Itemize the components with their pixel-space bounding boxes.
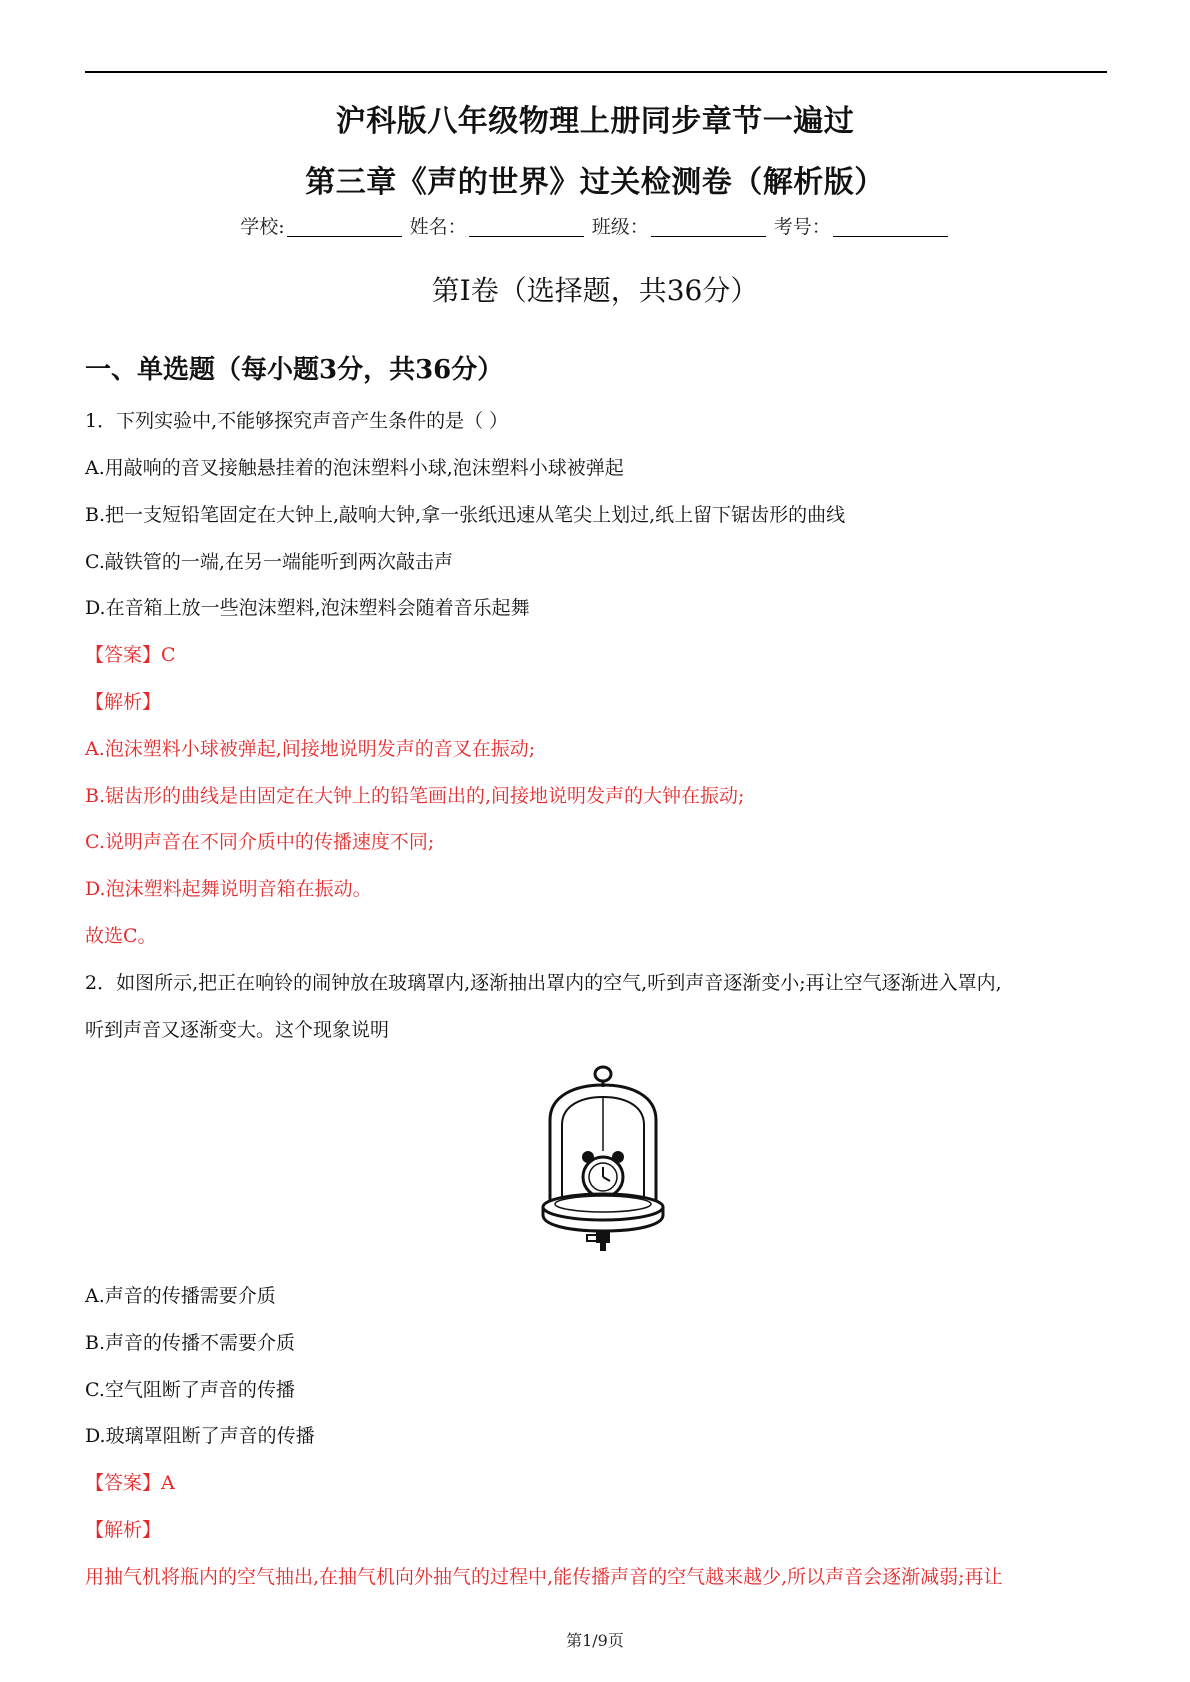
school-blank[interactable] bbox=[287, 216, 402, 237]
q1-analysis-b: B.锯齿形的曲线是由固定在大钟上的铅笔画出的,间接地说明发声的大钟在振动; bbox=[85, 785, 745, 807]
document-subtitle: 第三章《声的世界》过关检测卷（解析版） bbox=[305, 165, 885, 200]
q1-stem: 1．下列实验中,不能够探究声音产生条件的是（ ） bbox=[85, 410, 509, 432]
name-blank[interactable] bbox=[469, 216, 584, 237]
q2-stem-line1: 2．如图所示,把正在响铃的闹钟放在玻璃罩内,逐渐抽出罩内的空气,听到声音逐渐变小;再让空气逐渐进入罩内, bbox=[85, 972, 1002, 994]
q1-option-a: A.用敲响的音叉接触悬挂着的泡沫塑料小球,泡沫塑料小球被弹起 bbox=[85, 457, 624, 479]
q1-option-b: B.把一支短铅笔固定在大钟上,敲响大钟,拿一张纸迅速从笔尖上划过,纸上留下锯齿形的曲线 bbox=[85, 504, 846, 526]
class-label: 班级： bbox=[591, 216, 649, 238]
q2-option-b: B.声音的传播不需要介质 bbox=[85, 1332, 296, 1354]
q2-answer: 【答案】A bbox=[85, 1472, 175, 1494]
q2-option-d: D.玻璃罩阻断了声音的传播 bbox=[85, 1425, 315, 1447]
header-rule bbox=[85, 71, 1107, 73]
exam-number-label: 考号： bbox=[773, 216, 831, 238]
q2-stem-line2: 听到声音又逐渐变大。这个现象说明 bbox=[85, 1019, 390, 1041]
q2-analysis-line1: 用抽气机将瓶内的空气抽出,在抽气机向外抽气的过程中,能传播声音的空气越来越少,所以声音会逐渐减弱;再让 bbox=[85, 1566, 1003, 1588]
section-title: 一、单选题（每小题3分，共36分） bbox=[85, 355, 504, 385]
student-info-fields bbox=[0, 212, 1190, 239]
class-blank[interactable] bbox=[651, 216, 766, 237]
name-label: 姓名： bbox=[409, 216, 467, 238]
exam-number-blank[interactable] bbox=[833, 216, 948, 237]
q2-option-a: A.声音的传播需要介质 bbox=[85, 1285, 276, 1307]
q1-option-c: C.敲铁管的一端,在另一端能听到两次敲击声 bbox=[85, 551, 453, 573]
q1-answer: 【答案】C bbox=[85, 644, 176, 666]
q2-option-c: C.空气阻断了声音的传播 bbox=[85, 1379, 295, 1401]
school-label: 学校: bbox=[240, 216, 285, 238]
q1-analysis-a: A.泡沫塑料小球被弹起,间接地说明发声的音叉在振动; bbox=[85, 738, 536, 760]
q1-analysis-label: 【解析】 bbox=[85, 691, 162, 713]
bell-jar-alarm-clock-icon bbox=[538, 1065, 668, 1255]
page-number: 第1/9页 bbox=[566, 1631, 624, 1650]
q1-analysis-c: C.说明声音在不同介质中的传播速度不同; bbox=[85, 831, 435, 853]
q2-analysis-label: 【解析】 bbox=[85, 1519, 162, 1541]
q1-analysis-d: D.泡沫塑料起舞说明音箱在振动。 bbox=[85, 878, 372, 900]
q1-option-d: D.在音箱上放一些泡沫塑料,泡沫塑料会随着音乐起舞 bbox=[85, 597, 530, 619]
q1-conclusion: 故选C。 bbox=[85, 925, 157, 947]
document-title: 沪科版八年级物理上册同步章节一遍过 bbox=[335, 104, 855, 139]
volume-title: 第I卷（选择题，共36分） bbox=[431, 274, 759, 307]
